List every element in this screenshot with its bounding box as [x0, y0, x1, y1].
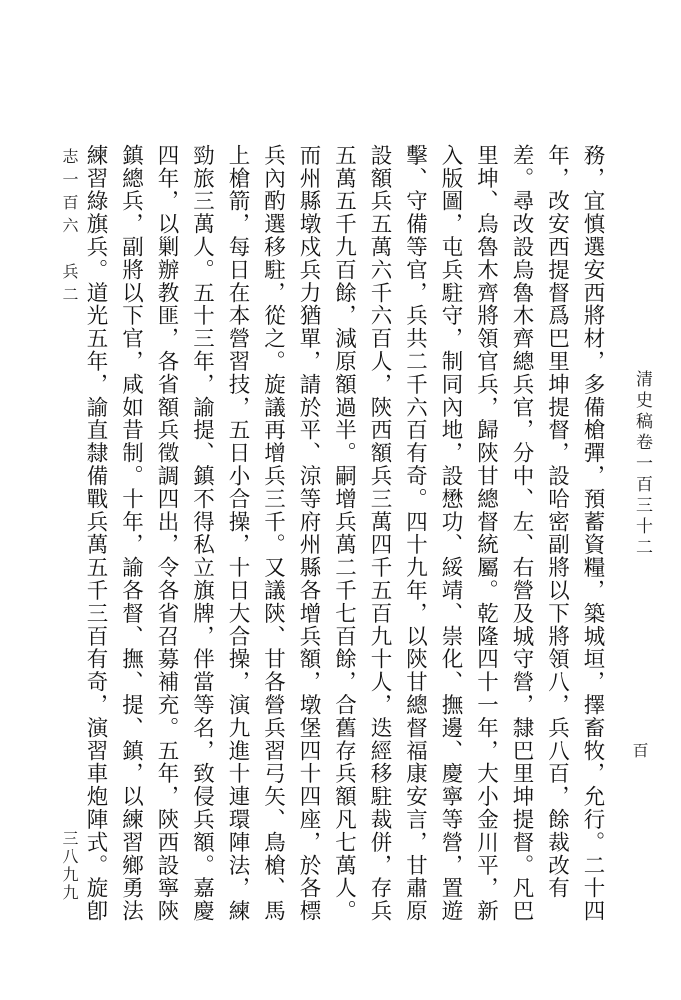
running-head: 清史稿卷一百三十二 [632, 370, 652, 559]
page-mark: 百 [630, 742, 649, 758]
footer-volume: 志一百六 兵二 [60, 148, 79, 309]
footer-page-number: 三八九九 [60, 830, 79, 902]
body-text: 務，宜慎選安西將材，多備槍彈，預蓄資糧，築城垣，擇畜牧，允行。二十四年，改安西提督爲巴里坤提督，設哈密副將以下將領八，兵八百，餘裁改有差。尋改設烏魯木齊總兵官，分中、左、右營及城守營，隸巴里坤提督。凡巴里坤、烏魯木齊將領官兵，歸陝甘總督統屬。乾隆四十一年，大小金川平，新入版圖，屯兵駐守，制同內地，設懋功、綏靖、崇化、撫邊、慶寧等營，置遊擊、守備等官，兵共二千六百有奇。四十九年，以陝甘總督福康安言，甘肅原設額兵五萬六千六百人，陝西額兵三萬四千五百九十人，迭經移駐裁併，存兵五萬五千九百餘，減原額過半。嗣增兵萬二千七百餘，合舊存兵額凡七萬人。而州縣墩戍兵力猶單，請於平、涼等府州縣各增兵額，墩堡四十四座，於各標兵內酌選移駐，從之。旋議再增兵三千。又議陝、甘各營兵習弓矢、鳥槍、馬上槍箭，每日在本營習技，五日小合操，十日大合操，演九進十連環陣法，練勁旅三萬人。五十三年，諭提、鎮不得私立旗牌，伴當等名，致侵兵額。嘉慶四年，以剿辦教匪，各省額兵徵調四出，令各省召募補充。五年，陝西設寧陝鎮總兵，副將以下官，咸如昔制。十年，諭各督、撫、提、鎮，以練習鄉勇法練習綠旗兵。道光五年，諭直隸備戰兵萬五千三百有奇，演習車炮陣式。旋卽 [83, 144, 605, 923]
